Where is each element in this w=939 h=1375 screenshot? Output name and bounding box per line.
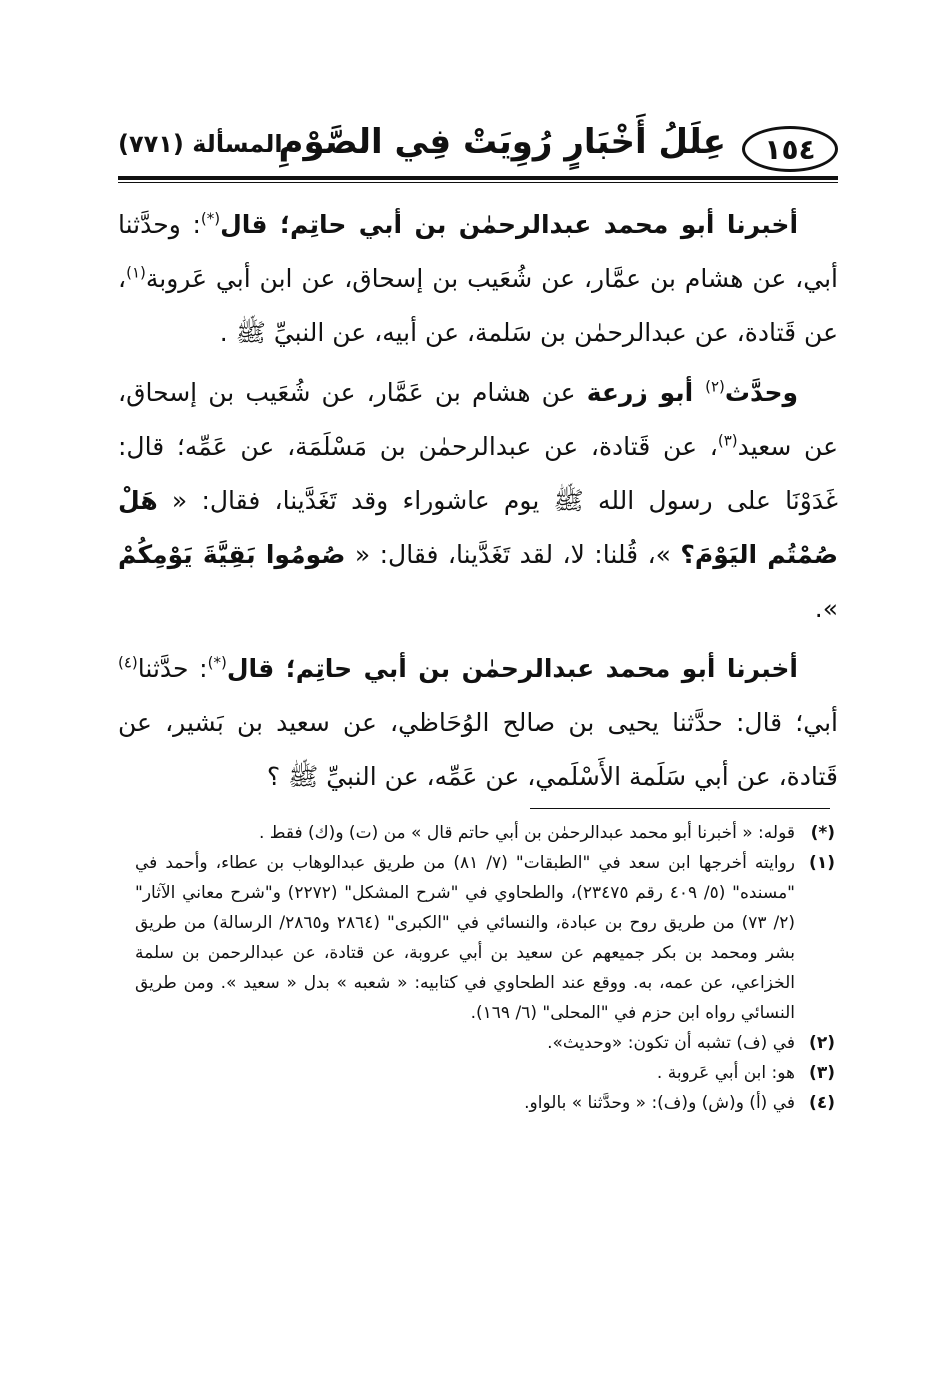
footnotes bbox=[135, 818, 835, 1118]
paragraph bbox=[118, 642, 838, 804]
footnote bbox=[135, 818, 835, 848]
page-header bbox=[118, 118, 838, 178]
footnote-separator bbox=[530, 808, 830, 809]
page-number: ١٥٤ bbox=[764, 132, 816, 166]
paragraph bbox=[118, 198, 838, 360]
text-run: ، عن قَتادة، عن عبدالرحمٰن بن مَسْلَمَة، عن عَمِّه؛ قال: غَدَوْنَا على رسول الله ﷺ يوم عاشوراء وقد تَغَدَّينا، فقال: « bbox=[118, 432, 838, 515]
text-bold: أخبرنا أبو محمد عبدالرحمٰن بن أبي حاتِم؛ قال bbox=[226, 654, 798, 683]
text-bold: أبو زرعة bbox=[586, 378, 706, 407]
page-number-badge bbox=[742, 126, 838, 172]
footnote-marker: (١) bbox=[809, 853, 835, 873]
footnote bbox=[135, 1028, 835, 1058]
text-run: : حدَّثنا bbox=[137, 654, 208, 683]
footnote-marker: (*) bbox=[810, 823, 835, 843]
hadith-quote: هَلْ صُمْتُم اليَوْمَ؟ bbox=[118, 486, 839, 569]
paragraph bbox=[118, 366, 838, 636]
footnote-text: في (ف) تشبه أن تكون: «وحديث». bbox=[547, 1033, 795, 1053]
footnote bbox=[135, 1058, 835, 1088]
text-run: : وحدَّثنا أبي، عن هشام بن عمَّار، عن شُعَيب بن إسحاق، عن ابن أبي عَروبة bbox=[118, 210, 838, 293]
header-rule-thin bbox=[118, 182, 838, 183]
running-title: عِلَلُ أَخْبَارٍ رُوِيَتْ فِي الصَّوْمِ bbox=[278, 122, 726, 162]
header-rule-thick bbox=[118, 176, 838, 180]
text-run: »، قُلنا: لا، لقد تَغَدَّينا، فقال: « bbox=[345, 540, 681, 569]
footnote-ref: (١) bbox=[126, 263, 146, 282]
hadith-quote: صُومُوا بَقِيَّةَ يَوْمِكُمْ bbox=[118, 540, 346, 569]
main-text bbox=[118, 198, 838, 810]
footnote-marker: (٤) bbox=[809, 1093, 835, 1113]
footnote-ref: (٤) bbox=[118, 653, 138, 672]
footnote bbox=[135, 848, 835, 1028]
text-run: أبي؛ قال: حدَّثنا يحيى بن صالح الوُحَاظي، عن سعيد بن بَشير، عن قَتادة، عن أبي سَلَمة الأَسْلَمي، عن عَمِّه، عن النبيِّ ﷺ ؟ bbox=[118, 708, 838, 791]
footnote-marker: (٣) bbox=[809, 1063, 835, 1083]
footnote-text: في (أ) و(ش) و(ف): « وحدَّثنا » بالواو. bbox=[524, 1093, 795, 1113]
text-run: ». bbox=[814, 594, 838, 623]
text-run: عن هشام بن عَمَّار، عن شُعَيب بن إسحاق، عن سعيد bbox=[118, 378, 838, 461]
text-bold: أخبرنا أبو محمد عبدالرحمٰن بن أبي حاتِم؛ قال bbox=[220, 210, 799, 239]
text-bold: وحدَّث bbox=[724, 378, 799, 407]
text-run: ، عن قَتادة، عن عبدالرحمٰن بن سَلمة، عن أبيه، عن النبيِّ ﷺ . bbox=[118, 264, 838, 347]
footnote-text: روايته أخرجها ابن سعد في "الطبقات" (٧/ ٨١) من طريق عبدالوهاب بن عطاء، وأحمد في "مسنده" (٥/ ٤٠٩ رقم ٢٣٤٧٥)، والطحاوي في "شرح المشكل" (٢٢٧٢) و"شرح معاني الآثار" (٢/ ٧٣) من طريق روح بن عبادة، والنسائي في "الكبرى" (٢٨٦٤ و٢٨٦٥/ الرسالة) من طريق بشر ومحمد بن بكر جميعهم عن سعيد بن أبي عروبة، عن قتادة، عن عبدالرحمن بن سلمة الخزاعي، عن عمه، به. ووقع عند الطحاوي في كتابيه: « شعبه » بدل « سعيد ». ومن طريق النسائي رواه ابن حزم في "المحلى" (٦/ ١٦٩). bbox=[135, 853, 796, 1023]
footnote-text: هو: ابن أبي عَروبة . bbox=[656, 1063, 795, 1083]
footnote-marker: (٢) bbox=[809, 1033, 835, 1053]
issue-number: المسألة (٧٧١) bbox=[118, 130, 283, 158]
footnote-ref: (*) bbox=[200, 209, 221, 228]
footnote bbox=[135, 1088, 835, 1118]
footnote-ref: (*) bbox=[207, 653, 227, 672]
footnote-ref: (٣) bbox=[717, 431, 738, 450]
footnote-ref: (٢) bbox=[705, 377, 725, 396]
footnote-text: قوله: « أخبرنا أبو محمد عبدالرحمٰن بن أبي حاتم قال » من (ت) و(ك) فقط . bbox=[258, 823, 795, 843]
